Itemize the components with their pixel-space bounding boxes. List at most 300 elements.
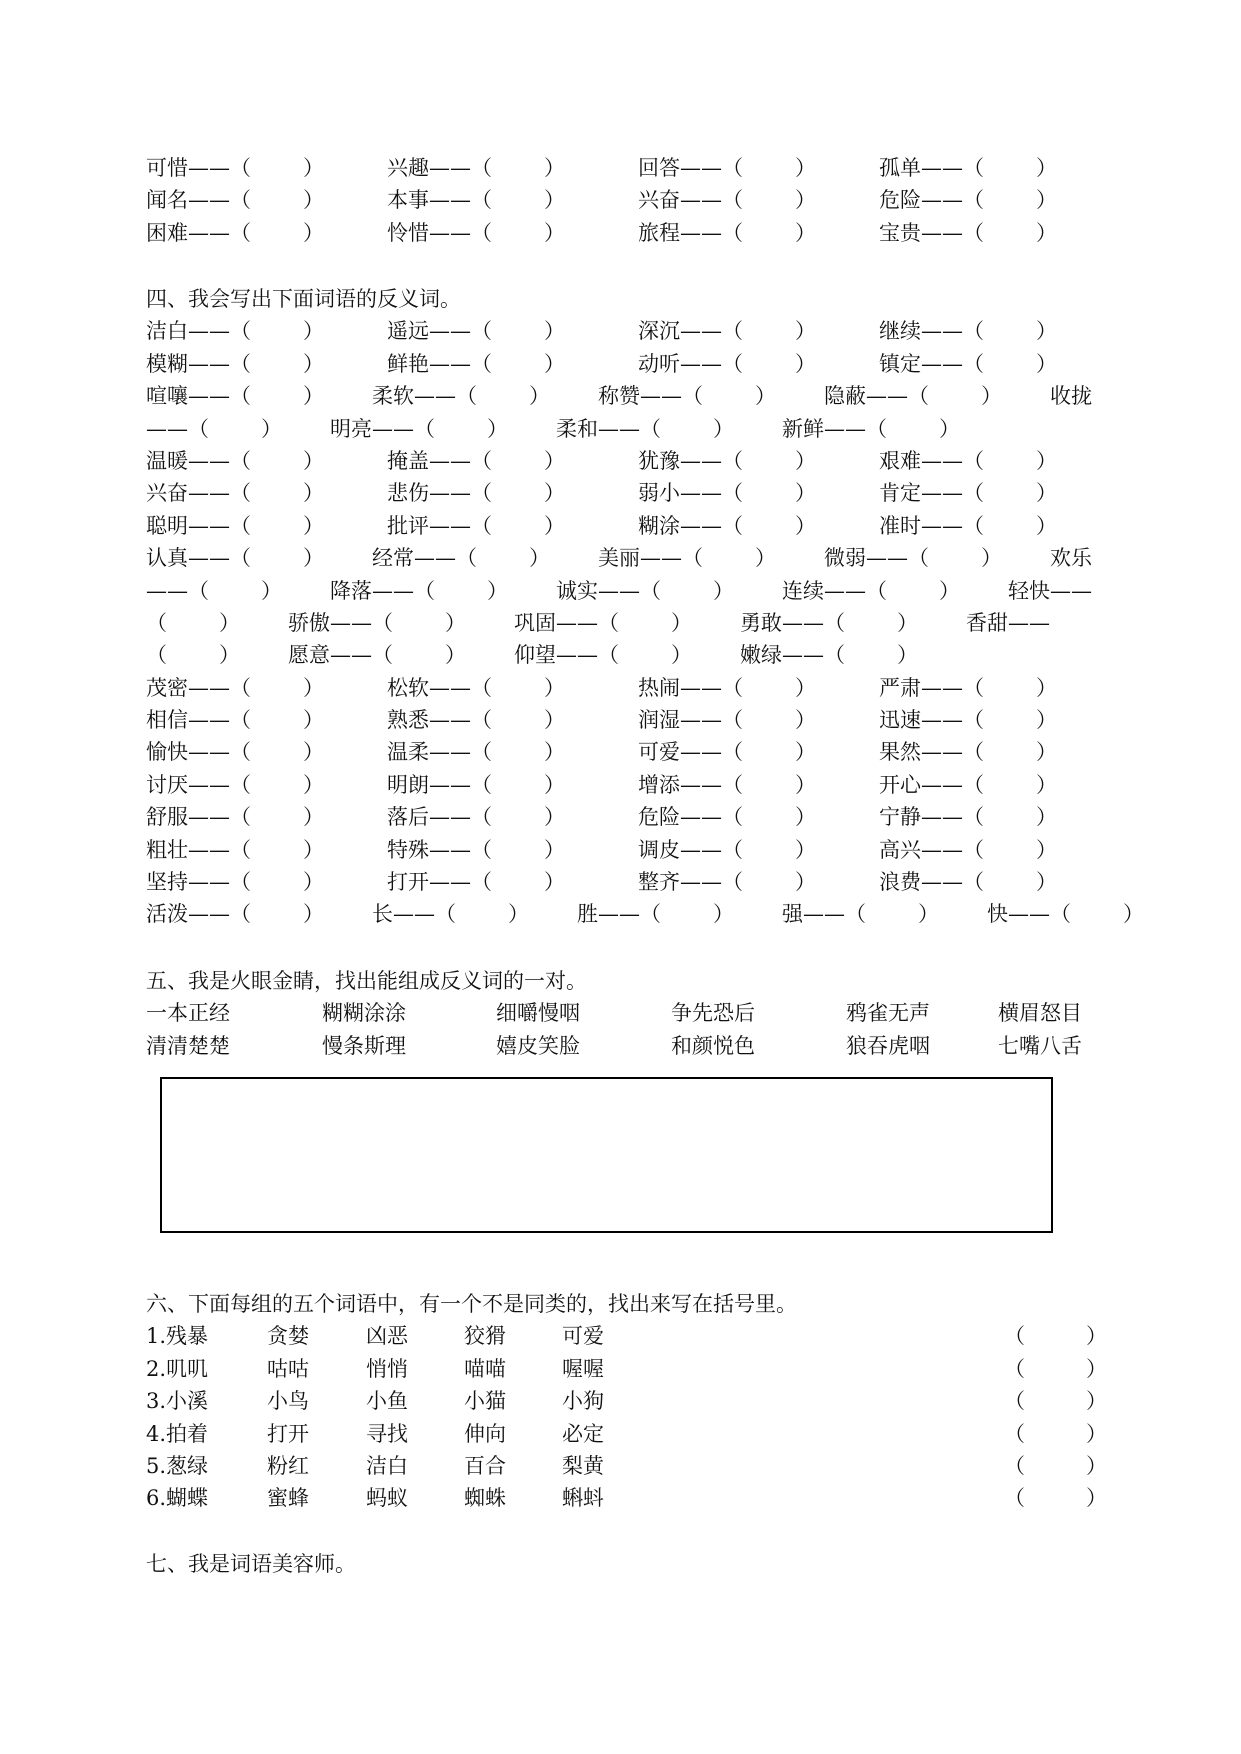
- dash: ——: [188, 837, 230, 862]
- idiom[interactable]: 争先恐后: [671, 1001, 755, 1026]
- open-paren: （: [963, 772, 984, 797]
- word: 艰难: [879, 448, 921, 473]
- word-item: [824, 542, 1002, 574]
- open-paren: （: [722, 156, 743, 180]
- close-paren: ）: [303, 220, 324, 245]
- group-row: [146, 1385, 1241, 1417]
- word-item: [387, 801, 565, 833]
- idiom-row: [146, 1030, 1141, 1062]
- close-paren: ）: [1123, 902, 1144, 927]
- close-paren: ）: [544, 188, 565, 213]
- dash: ——: [680, 708, 722, 733]
- open-paren: （: [963, 351, 984, 376]
- word: 可惜: [146, 156, 188, 180]
- word: 仰望: [514, 643, 556, 668]
- dash: ——: [330, 643, 372, 668]
- word-item: [782, 575, 960, 607]
- word-item: [387, 152, 565, 184]
- close-paren: ）: [713, 416, 734, 441]
- word-item: [824, 380, 1002, 412]
- group-word: 咕咕: [267, 1356, 309, 1381]
- open-paren: （: [471, 740, 492, 765]
- open-paren: （: [682, 546, 703, 571]
- word-row: [146, 315, 1141, 347]
- open-paren: （: [230, 546, 251, 571]
- open-paren: （: [722, 319, 743, 344]
- open-paren: （: [188, 416, 209, 441]
- section-5-idiom-pairs: [146, 965, 1141, 1062]
- close-paren: ）: [1086, 1486, 1107, 1511]
- open-paren: （: [845, 902, 866, 927]
- open-paren: （: [146, 610, 167, 635]
- word-item: [387, 184, 565, 216]
- close-paren: ）: [544, 220, 565, 245]
- word-row: [146, 639, 1141, 671]
- word: 巩固: [514, 610, 556, 635]
- close-paren: ）: [529, 546, 550, 571]
- word: 松软: [387, 675, 429, 700]
- open-paren: （: [230, 805, 251, 830]
- close-paren: ）: [1036, 156, 1057, 180]
- word-item: [638, 866, 816, 898]
- close-paren: ）: [445, 610, 466, 635]
- word-item: [598, 542, 776, 574]
- open-paren: （: [471, 448, 492, 473]
- word-item: [638, 477, 816, 509]
- close-paren: ）: [544, 870, 565, 895]
- word: 粗壮: [146, 837, 188, 862]
- word: 落后: [387, 805, 429, 830]
- group-word: 凶恶: [366, 1324, 408, 1349]
- word-item: [638, 445, 816, 477]
- group-word: 喔喔: [562, 1356, 604, 1381]
- close-paren: ）: [544, 513, 565, 538]
- group-word: 小猫: [464, 1389, 506, 1414]
- close-paren: ）: [918, 902, 939, 927]
- word: 熟悉: [387, 708, 429, 733]
- idiom[interactable]: 和颜悦色: [671, 1033, 755, 1058]
- dash: ——: [866, 384, 908, 409]
- open-paren: （: [963, 513, 984, 538]
- open-paren: （: [722, 351, 743, 376]
- open-paren: （: [963, 319, 984, 344]
- open-paren: （: [471, 837, 492, 862]
- word-item: [879, 801, 1057, 833]
- word-item: [879, 217, 1057, 249]
- section-5-title: 五、我是火眼金睛，找出能组成反义词的一对。: [146, 969, 587, 993]
- word-item: [372, 380, 550, 412]
- dash: ——: [921, 319, 963, 344]
- dash: ——: [680, 675, 722, 700]
- idiom[interactable]: 狼吞虎咽: [846, 1033, 930, 1058]
- close-paren: ）: [713, 902, 734, 927]
- section-7-title: 七、我是词语美容师。: [146, 1552, 356, 1576]
- dash: ——: [921, 740, 963, 765]
- open-paren: （: [722, 188, 743, 213]
- dash: ——: [330, 610, 372, 635]
- open-paren: （: [722, 481, 743, 506]
- word-item: [638, 801, 816, 833]
- open-paren: （: [722, 837, 743, 862]
- dash: ——: [680, 220, 722, 245]
- word: 连续: [782, 578, 824, 603]
- close-paren: ）: [795, 870, 816, 895]
- close-paren: ）: [1036, 319, 1057, 344]
- word-item: [638, 510, 816, 542]
- open-paren: （: [414, 578, 435, 603]
- word: 兴奋: [146, 481, 188, 506]
- word: 开心: [879, 772, 921, 797]
- word: 果然: [879, 740, 921, 765]
- group-word: 3.小溪: [146, 1389, 209, 1414]
- group-row: [146, 1418, 1241, 1450]
- word-item: [146, 607, 240, 639]
- dash: ——: [429, 319, 471, 344]
- close-paren: ）: [1086, 1389, 1107, 1414]
- close-paren: ）: [1036, 837, 1057, 862]
- dash: ——: [824, 578, 866, 603]
- dash: ——: [598, 578, 640, 603]
- word-item: [146, 704, 324, 736]
- open-paren: （: [1004, 1356, 1025, 1381]
- open-paren: （: [963, 708, 984, 733]
- word: 愉快: [146, 740, 188, 765]
- dash: ——: [429, 837, 471, 862]
- word-item: [146, 801, 324, 833]
- close-paren: ）: [544, 448, 565, 473]
- group-word: 梨黄: [562, 1453, 604, 1478]
- group-word: 百合: [464, 1453, 506, 1478]
- word: 微弱: [824, 546, 866, 571]
- word: 批评: [387, 513, 429, 538]
- word-item: [387, 348, 565, 380]
- word-item: [879, 184, 1057, 216]
- open-paren: （: [471, 220, 492, 245]
- word-item: [146, 348, 324, 380]
- word: 喧嚷: [146, 384, 188, 409]
- idiom[interactable]: 七嘴八舌: [998, 1033, 1082, 1058]
- dash: ——: [188, 740, 230, 765]
- dash: ——: [188, 188, 230, 213]
- open-paren: （: [640, 578, 661, 603]
- open-paren: （: [1004, 1324, 1025, 1349]
- close-paren: ）: [544, 740, 565, 765]
- word: 宁静: [879, 805, 921, 830]
- open-paren: （: [230, 902, 251, 927]
- group-word: 蜜蜂: [267, 1486, 309, 1511]
- dash: ——: [1050, 578, 1092, 603]
- word-item: [146, 866, 324, 898]
- word: 调皮: [638, 837, 680, 862]
- close-paren: ）: [1036, 351, 1057, 376]
- idiom[interactable]: 一本正经: [146, 1001, 230, 1026]
- word: 严肃: [879, 675, 921, 700]
- word: 镇定: [879, 351, 921, 376]
- dash: ——: [921, 513, 963, 538]
- dash: ——: [429, 188, 471, 213]
- dash: ——: [921, 837, 963, 862]
- section-4-title: 四、我会写出下面词语的反义词。: [146, 287, 461, 311]
- close-paren: ）: [671, 610, 692, 635]
- word: 经常: [372, 546, 414, 571]
- section-7: [146, 1548, 1141, 1580]
- idiom[interactable]: 细嚼慢咽: [496, 1001, 580, 1026]
- dash: ——: [680, 870, 722, 895]
- section-6-title: 六、下面每组的五个词语中，有一个不是同类的，找出来写在括号里。: [146, 1292, 797, 1316]
- dash: ——: [188, 772, 230, 797]
- word: 闻名: [146, 188, 188, 213]
- dash: ——: [866, 546, 908, 571]
- close-paren: ）: [487, 578, 508, 603]
- answer-blank[interactable]: [1031, 1385, 1091, 1415]
- open-paren: （: [230, 448, 251, 473]
- word-row: [146, 704, 1141, 736]
- close-paren: ）: [795, 805, 816, 830]
- open-paren: （: [230, 870, 251, 895]
- word: 相信: [146, 708, 188, 733]
- answer-box[interactable]: [160, 1077, 1053, 1233]
- answer-blank[interactable]: [1031, 1353, 1091, 1383]
- word: 深沉: [638, 319, 680, 344]
- dash: ——: [414, 384, 456, 409]
- dash: ——: [680, 513, 722, 538]
- close-paren: ）: [544, 837, 565, 862]
- dash: ——: [429, 351, 471, 376]
- open-paren: （: [963, 220, 984, 245]
- word: 美丽: [598, 546, 640, 571]
- word-item: [146, 736, 324, 768]
- idiom[interactable]: 嬉皮笑脸: [496, 1033, 580, 1058]
- dash: ——: [372, 416, 414, 441]
- word-item: [372, 898, 529, 930]
- dash: ——: [188, 384, 230, 409]
- close-paren: ）: [219, 643, 240, 668]
- dash: ——: [188, 156, 230, 180]
- open-paren: （: [435, 902, 456, 927]
- close-paren: ）: [795, 319, 816, 344]
- dash: ——: [680, 837, 722, 862]
- open-paren: （: [471, 351, 492, 376]
- word: 胜: [577, 902, 598, 927]
- close-paren: ）: [795, 772, 816, 797]
- word: 收拢: [1050, 384, 1092, 409]
- word-item: [879, 834, 1057, 866]
- close-paren: ）: [1036, 708, 1057, 733]
- dash: ——: [921, 156, 963, 180]
- word: 掩盖: [387, 448, 429, 473]
- word-item: [879, 704, 1057, 736]
- idiom[interactable]: 鸦雀无声: [846, 1001, 930, 1026]
- word-item: [987, 898, 1144, 930]
- close-paren: ）: [795, 448, 816, 473]
- word-item: [372, 542, 550, 574]
- word-item: [146, 575, 282, 607]
- word-item: [638, 217, 816, 249]
- open-paren: （: [824, 610, 845, 635]
- close-paren: ）: [755, 384, 776, 409]
- close-paren: ）: [544, 675, 565, 700]
- group-word: 伸向: [464, 1421, 506, 1446]
- word-item: [638, 769, 816, 801]
- close-paren: ）: [303, 513, 324, 538]
- word-row: [146, 575, 1141, 607]
- dash: ——: [188, 675, 230, 700]
- word-item: [146, 639, 240, 671]
- word-item: [146, 834, 324, 866]
- group-word: 蝌蚪: [562, 1486, 604, 1511]
- idiom[interactable]: 糊糊涂涂: [322, 1001, 406, 1026]
- close-paren: ）: [529, 384, 550, 409]
- word-row: [146, 445, 1141, 477]
- close-paren: ）: [1036, 448, 1057, 473]
- word: 打开: [387, 870, 429, 895]
- word-item: [146, 445, 324, 477]
- dash: ——: [556, 610, 598, 635]
- word: 动听: [638, 351, 680, 376]
- idiom[interactable]: 清清楚楚: [146, 1033, 230, 1058]
- word-item: [387, 736, 565, 768]
- word: 新鲜: [782, 416, 824, 441]
- open-paren: （: [230, 188, 251, 213]
- word-row: [146, 348, 1141, 380]
- open-paren: （: [372, 643, 393, 668]
- close-paren: ）: [544, 156, 565, 180]
- dash: ——: [429, 220, 471, 245]
- word-item: [879, 152, 1057, 184]
- dash: ——: [824, 416, 866, 441]
- open-paren: （: [230, 384, 251, 409]
- close-paren: ）: [303, 837, 324, 862]
- word: 润湿: [638, 708, 680, 733]
- open-paren: （: [1004, 1486, 1025, 1511]
- word: 准时: [879, 513, 921, 538]
- open-paren: （: [230, 740, 251, 765]
- word-item: [146, 542, 324, 574]
- group-word: 小鸟: [267, 1389, 309, 1414]
- dash: ——: [640, 384, 682, 409]
- close-paren: ）: [1086, 1324, 1107, 1349]
- dash: ——: [429, 675, 471, 700]
- word: 认真: [146, 546, 188, 571]
- open-paren: （: [963, 675, 984, 700]
- word-item: [514, 607, 692, 639]
- word-item: [387, 217, 565, 249]
- open-paren: （: [963, 805, 984, 830]
- close-paren: ）: [544, 481, 565, 506]
- close-paren: ）: [1036, 740, 1057, 765]
- close-paren: ）: [795, 837, 816, 862]
- open-paren: （: [456, 384, 477, 409]
- open-paren: （: [471, 481, 492, 506]
- close-paren: ）: [1086, 1421, 1107, 1446]
- close-paren: ）: [303, 708, 324, 733]
- word-row: [146, 184, 1141, 216]
- group-word: 必定: [562, 1421, 604, 1446]
- word: 茂密: [146, 675, 188, 700]
- open-paren: （: [414, 416, 435, 441]
- answer-blank[interactable]: [1031, 1418, 1091, 1448]
- word-item: [387, 769, 565, 801]
- word-item: [387, 704, 565, 736]
- open-paren: （: [230, 319, 251, 344]
- word-item: [1050, 542, 1092, 574]
- close-paren: ）: [671, 643, 692, 668]
- dash: ——: [921, 220, 963, 245]
- open-paren: （: [722, 708, 743, 733]
- word: 热闹: [638, 675, 680, 700]
- dash: ——: [921, 351, 963, 376]
- close-paren: ）: [303, 675, 324, 700]
- answer-blank[interactable]: [1031, 1450, 1091, 1480]
- word: 洁白: [146, 319, 188, 344]
- word-item: [387, 477, 565, 509]
- word-item: [740, 607, 918, 639]
- open-paren: （: [824, 643, 845, 668]
- word: 柔软: [372, 384, 414, 409]
- word-item: [387, 866, 565, 898]
- open-paren: （: [640, 416, 661, 441]
- dash: ——: [680, 740, 722, 765]
- answer-blank[interactable]: [1031, 1482, 1091, 1512]
- word-item: [387, 672, 565, 704]
- dash: ——: [429, 805, 471, 830]
- close-paren: ）: [303, 384, 324, 409]
- open-paren: （: [230, 156, 251, 180]
- group-word: 喵喵: [464, 1356, 506, 1381]
- dash: ——: [146, 416, 188, 441]
- open-paren: （: [471, 156, 492, 180]
- word: 肯定: [879, 481, 921, 506]
- word: 怜惜: [387, 220, 429, 245]
- open-paren: （: [230, 481, 251, 506]
- close-paren: ）: [939, 416, 960, 441]
- group-word: 狡猾: [464, 1324, 506, 1349]
- close-paren: ）: [1036, 188, 1057, 213]
- word-item: [146, 769, 324, 801]
- close-paren: ）: [261, 416, 282, 441]
- word-item: [598, 380, 776, 412]
- word-item: [638, 184, 816, 216]
- open-paren: （: [722, 740, 743, 765]
- word-item: [387, 445, 565, 477]
- open-paren: （: [722, 772, 743, 797]
- dash: ——: [640, 546, 682, 571]
- word: 明亮: [330, 416, 372, 441]
- idiom[interactable]: 横眉怒目: [998, 1001, 1082, 1026]
- answer-blank[interactable]: [1031, 1320, 1091, 1350]
- group-word: 1.残暴: [146, 1324, 209, 1349]
- dash: ——: [188, 481, 230, 506]
- word-item: [879, 769, 1057, 801]
- open-paren: （: [471, 188, 492, 213]
- open-paren: （: [372, 610, 393, 635]
- dash: ——: [429, 448, 471, 473]
- section-3-synonym-rows: [146, 152, 1141, 249]
- close-paren: ）: [1036, 481, 1057, 506]
- open-paren: （: [640, 902, 661, 927]
- open-paren: （: [471, 870, 492, 895]
- word: 旅程: [638, 220, 680, 245]
- close-paren: ）: [1036, 675, 1057, 700]
- group-word: 粉红: [267, 1453, 309, 1478]
- word-item: [146, 672, 324, 704]
- open-paren: （: [722, 805, 743, 830]
- close-paren: ）: [897, 643, 918, 668]
- open-paren: （: [471, 805, 492, 830]
- close-paren: ）: [795, 513, 816, 538]
- idiom[interactable]: 慢条斯理: [322, 1033, 406, 1058]
- close-paren: ）: [303, 448, 324, 473]
